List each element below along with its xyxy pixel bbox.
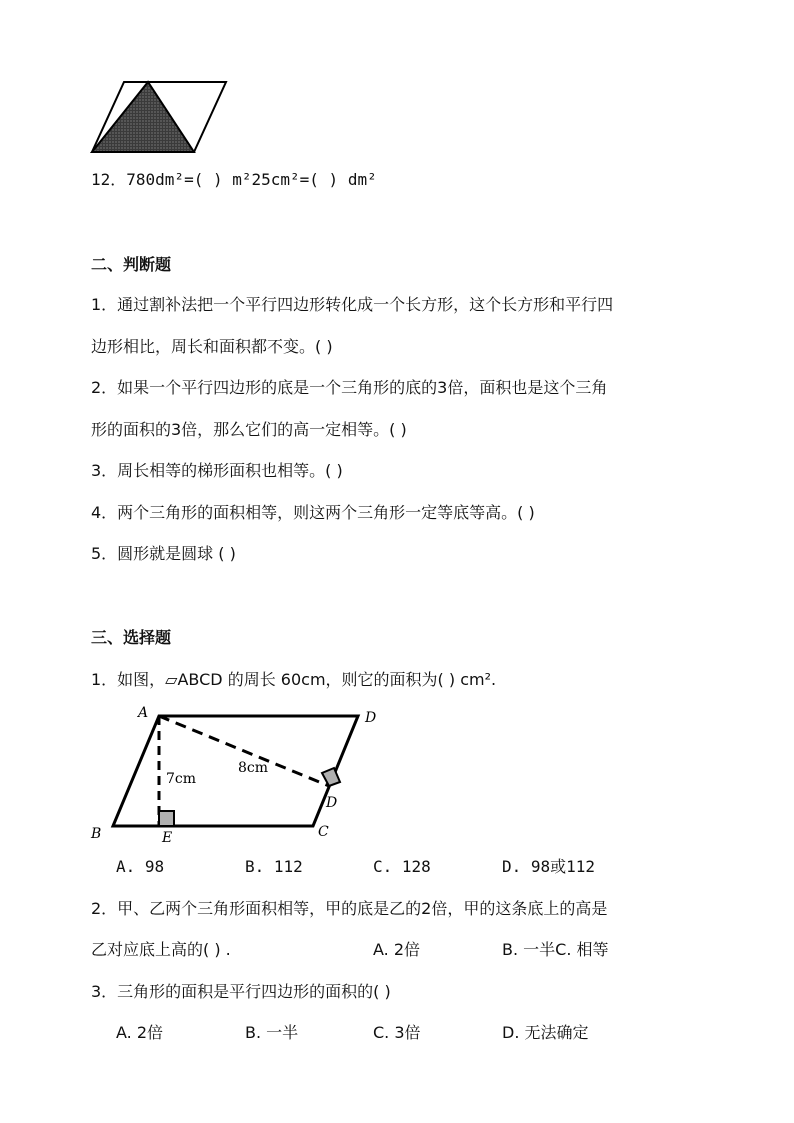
q1-option-d[interactable]: D. 98或112 bbox=[502, 857, 596, 876]
q2-option-bc[interactable]: B. 一半C. 相等 bbox=[502, 940, 609, 959]
choice-question-3: 3．三角形的面积是平行四边形的面积的( ) bbox=[91, 982, 391, 1001]
label-c: C bbox=[318, 824, 329, 840]
section-3-title: 三、选择题 bbox=[91, 628, 172, 647]
label-d-top: D bbox=[365, 710, 377, 726]
judge-item-2-line1: 2．如果一个平行四边形的底是一个三角形的底的3倍，面积也是这个三角 bbox=[91, 378, 608, 397]
label-8cm: 8cm bbox=[238, 760, 269, 776]
judge-item-1-line1: 1．通过割补法把一个平行四边形转化成一个长方形，这个长方形和平行四 bbox=[91, 295, 614, 314]
judge-item-4: 4．两个三角形的面积相等，则这两个三角形一定等底等高。( ) bbox=[91, 503, 535, 522]
judge-item-2-line2: 形的面积的3倍，那么它们的高一定相等。( ) bbox=[91, 420, 407, 439]
label-a: A bbox=[138, 705, 149, 721]
label-e: E bbox=[162, 830, 173, 844]
choice-question-2-line1: 2．甲、乙两个三角形面积相等，甲的底是乙的2倍，甲的这条底上的高是 bbox=[91, 899, 608, 918]
parallelogram-abcd-figure bbox=[86, 702, 386, 844]
judge-item-5: 5．圆形就是圆球 ( ) bbox=[91, 544, 236, 563]
choice-question-2-line2: 乙对应底上高的( ) . bbox=[91, 940, 231, 959]
q3-option-d[interactable]: D. 无法确定 bbox=[502, 1023, 589, 1042]
question-12: 12．780dm²=( ) m²25cm²=( ) dm² bbox=[91, 170, 377, 189]
shaded-triangle-figure bbox=[88, 78, 230, 156]
q3-option-a[interactable]: A. 2倍 bbox=[116, 1023, 164, 1042]
judge-item-1-line2: 边形相比，周长和面积都不变。( ) bbox=[91, 337, 333, 356]
label-7cm: 7cm bbox=[166, 771, 197, 787]
right-angle-mark-d bbox=[322, 768, 340, 786]
q3-option-c[interactable]: C. 3倍 bbox=[373, 1023, 421, 1042]
judge-item-3: 3．周长相等的梯形面积也相等。( ) bbox=[91, 461, 343, 480]
q1-option-c[interactable]: C. 128 bbox=[373, 857, 431, 876]
label-b: B bbox=[91, 826, 102, 842]
right-angle-mark-e bbox=[159, 811, 174, 826]
parallelogram-abcd bbox=[113, 716, 358, 826]
q2-option-a[interactable]: A. 2倍 bbox=[373, 940, 421, 959]
section-2-title: 二、判断题 bbox=[91, 255, 172, 274]
label-d-foot: D bbox=[326, 795, 338, 811]
q3-option-b[interactable]: B. 一半 bbox=[245, 1023, 299, 1042]
q1-option-b[interactable]: B. 112 bbox=[245, 857, 303, 876]
choice-question-1: 1．如图，▱ABCD 的周长 60cm，则它的面积为( ) cm². bbox=[91, 670, 497, 689]
q1-option-a[interactable]: A. 98 bbox=[116, 857, 165, 876]
